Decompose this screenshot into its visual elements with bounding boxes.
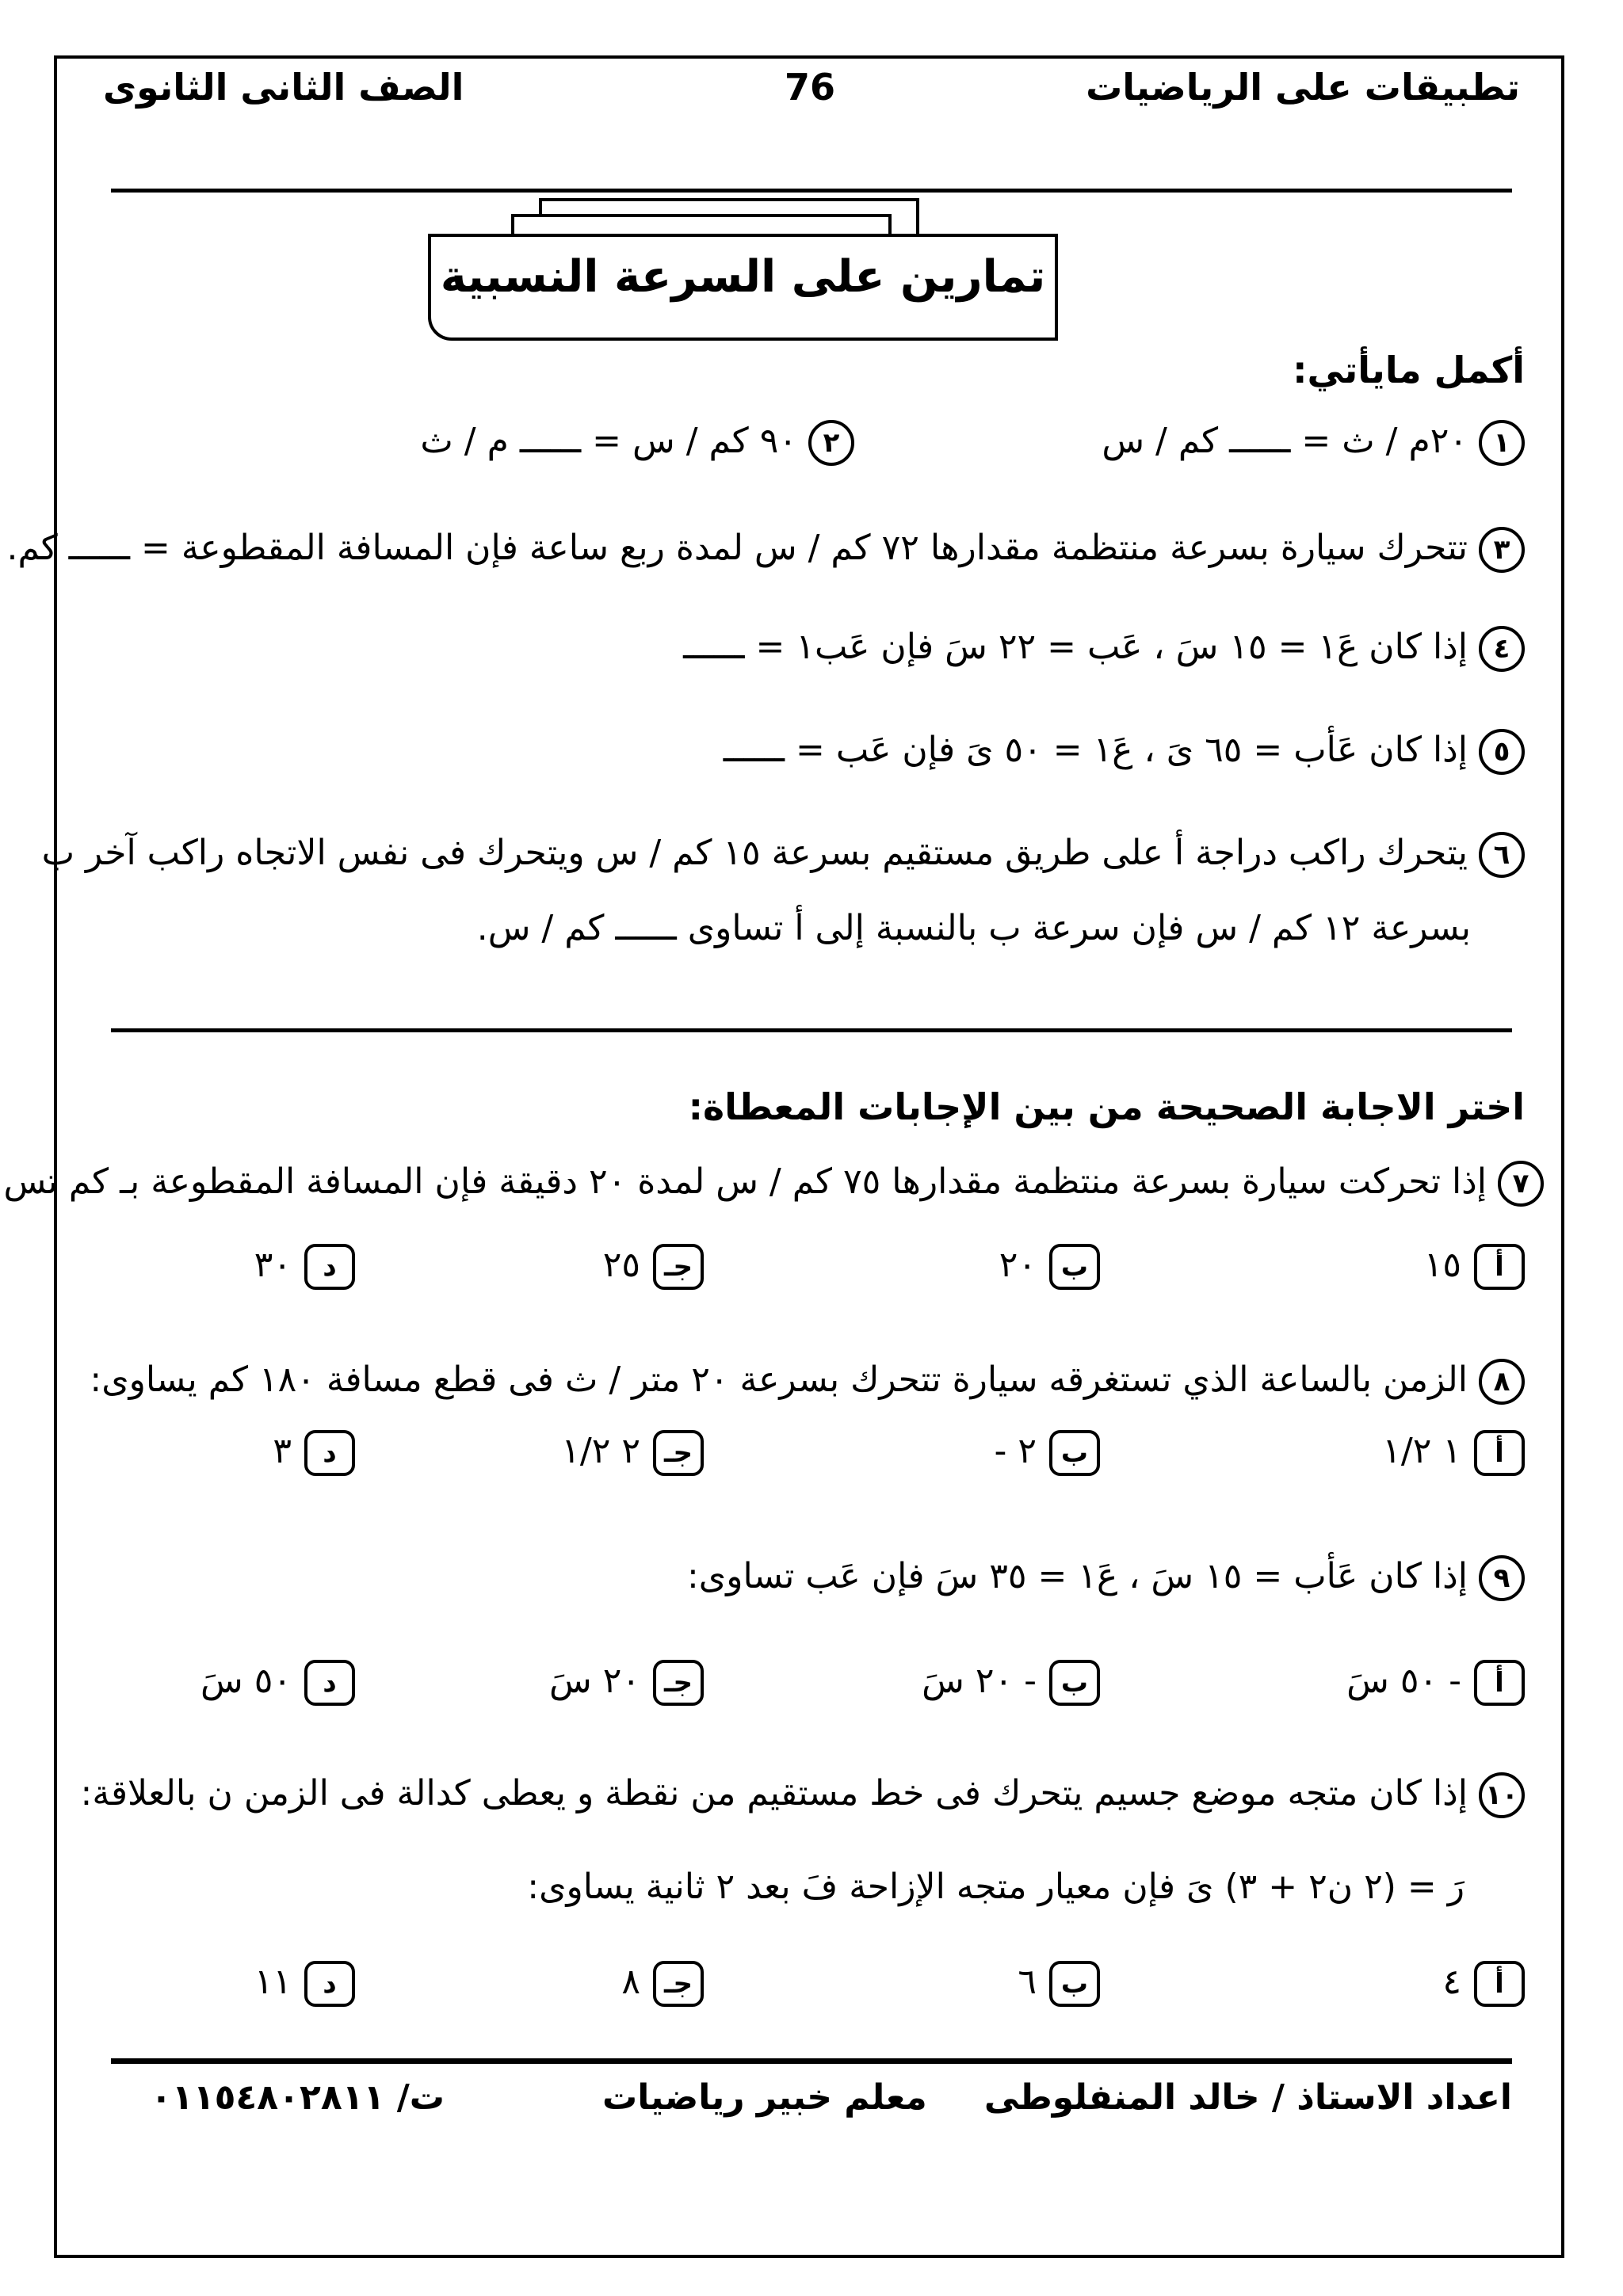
section1-heading: أكمل مايأتي: [1293, 349, 1525, 391]
footer-rule [111, 2058, 1512, 2064]
q7-option-c[interactable]: جـ٢٥ [603, 1240, 704, 1291]
section-rule [111, 1028, 1512, 1032]
question-number: ٢ [808, 420, 854, 466]
option-letter: جـ [653, 1961, 704, 2007]
q8-option-b[interactable]: ب٢ - [994, 1426, 1100, 1477]
question-text: ٢٠م / ث = ــــــ كم / س [1102, 421, 1468, 461]
question-text: الزمن بالساعة الذي تستغرقه سيارة تتحرك بسرعة ٢٠ متر / ث فى قطع مسافة ١٨٠ كم يساوى: [90, 1360, 1468, 1400]
option-letter: ب [1049, 1430, 1100, 1476]
option-letter: ب [1049, 1244, 1100, 1290]
question-10-line2: رَ = (٢ ن٢ + ٣) ىَ فإن معيار متجه الإزاحة فَ بعد ٢ ثانية يساوى: [527, 1867, 1465, 1907]
option-letter: ب [1049, 1961, 1100, 2007]
option-letter: د [304, 1244, 355, 1290]
question-text: إذا كان عَ١ = ١٥ سَ ، عَب = ٢٢ سَ فإن عَب١ = ــــــ [683, 627, 1468, 667]
page-number: 76 [785, 66, 836, 109]
option-letter: د [304, 1660, 355, 1706]
title-card [428, 234, 1058, 341]
question-text: ٩٠ كم / س = ــــــ م / ث [420, 421, 797, 461]
option-letter: أ [1474, 1660, 1525, 1706]
option-letter: جـ [653, 1430, 704, 1476]
question-7 [4, 1157, 1544, 1207]
footer-author: اعداد الاستاذ / خالد المنفلوطى [983, 2077, 1512, 2118]
q10-option-b[interactable]: ب٦ [1018, 1957, 1100, 2008]
footer-role: معلم خبير رياضيات [602, 2077, 927, 2118]
question-text: إذا كان متجه موضع جسيم يتحرك فى خط مستقيم من نقطة و يعطى كدالة فى الزمن ن بالعلاقة: [80, 1773, 1468, 1814]
q10-option-d[interactable]: د١١ [254, 1957, 355, 2008]
page-title: تمارين على السرعة النسبية [440, 251, 1046, 303]
q9-option-c[interactable]: جـ٢٠ سَ [549, 1656, 704, 1707]
option-letter: أ [1474, 1430, 1525, 1476]
q8-option-d[interactable]: د٣ [273, 1426, 355, 1477]
question-8 [90, 1355, 1525, 1405]
question-number: ٦ [1479, 832, 1525, 878]
question-number: ٧ [1498, 1161, 1544, 1207]
question-number: ٨ [1479, 1359, 1525, 1405]
q7-option-b[interactable]: ب٢٠ [999, 1240, 1100, 1291]
option-letter: د [304, 1961, 355, 2007]
q10-option-c[interactable]: جـ٨ [621, 1957, 704, 2008]
q7-option-a[interactable]: أ١٥ [1424, 1240, 1525, 1291]
question-number: ٤ [1479, 626, 1525, 672]
question-number: ٩ [1479, 1555, 1525, 1601]
header-rule [111, 189, 1512, 193]
title-stack [428, 198, 1205, 357]
question-6-line2: بسرعة ١٢ كم / س فإن سرعة ب بالنسبة إلى أ تساوى ــــــ كم / س. [476, 908, 1471, 948]
question-3 [6, 523, 1525, 574]
question-4 [683, 622, 1525, 673]
q8-option-c[interactable]: جـ٢ ١/٢ [561, 1426, 704, 1477]
option-letter: ب [1049, 1660, 1100, 1706]
header-grade: الصف الثانى الثانوى [103, 66, 464, 109]
option-letter: أ [1474, 1244, 1525, 1290]
footer-phone: ت/ ٠١١٥٤٨٠٢٨١١ [151, 2077, 445, 2118]
question-1 [1102, 416, 1525, 467]
q9-option-d[interactable]: د٥٠ سَ [200, 1656, 355, 1707]
option-letter: جـ [653, 1660, 704, 1706]
question-9 [687, 1551, 1525, 1602]
question-text: يتحرك راكب دراجة أ على طريق مستقيم بسرعة ١٥ كم / س ويتحرك فى نفس الاتجاه راكب آخر ب [41, 833, 1468, 873]
question-text: تتحرك سيارة بسرعة منتظمة مقدارها ٧٢ كم / س لمدة ربع ساعة فإن المسافة المقطوعة = ــــــ كم. [6, 528, 1468, 568]
question-number: ١ [1479, 420, 1525, 466]
question-10 [81, 1768, 1525, 1819]
question-6 [42, 828, 1525, 879]
question-number: ١٠ [1479, 1772, 1525, 1818]
question-number: ٣ [1479, 527, 1525, 573]
question-text: إذا تحركت سيارة بسرعة منتظمة مقدارها ٧٥ كم / س لمدة ٢٠ دقيقة فإن المسافة المقطوعة بـ كم تس [3, 1161, 1487, 1202]
question-5 [724, 725, 1525, 776]
option-letter: جـ [653, 1244, 704, 1290]
section2-heading: اختر الاجابة الصحيحة من بين الإجابات المعطاة: [688, 1085, 1525, 1128]
question-2 [420, 416, 854, 467]
option-letter: أ [1474, 1961, 1525, 2007]
option-letter: د [304, 1430, 355, 1476]
q8-option-a[interactable]: أ١ ١/٢ [1382, 1426, 1525, 1477]
q9-option-a[interactable]: أ- ٥٠ سَ [1346, 1656, 1525, 1707]
header-subject: تطبيقات على الرياضيات [1086, 66, 1520, 109]
q9-option-b[interactable]: ب- ٢٠ سَ [922, 1656, 1100, 1707]
question-number: ٥ [1479, 729, 1525, 775]
question-text: إذا كان عَأب = ١٥ سَ ، عَ١ = ٣٥ سَ فإن عَب تساوى: [686, 1556, 1468, 1596]
q7-option-d[interactable]: د٣٠ [254, 1240, 355, 1291]
question-text: إذا كان عَأب = ٦٥ ىَ ، عَ١ = ٥٠ ىَ فإن عَب = ــــــ [723, 730, 1468, 770]
q10-option-a[interactable]: أ٤ [1442, 1957, 1525, 2008]
